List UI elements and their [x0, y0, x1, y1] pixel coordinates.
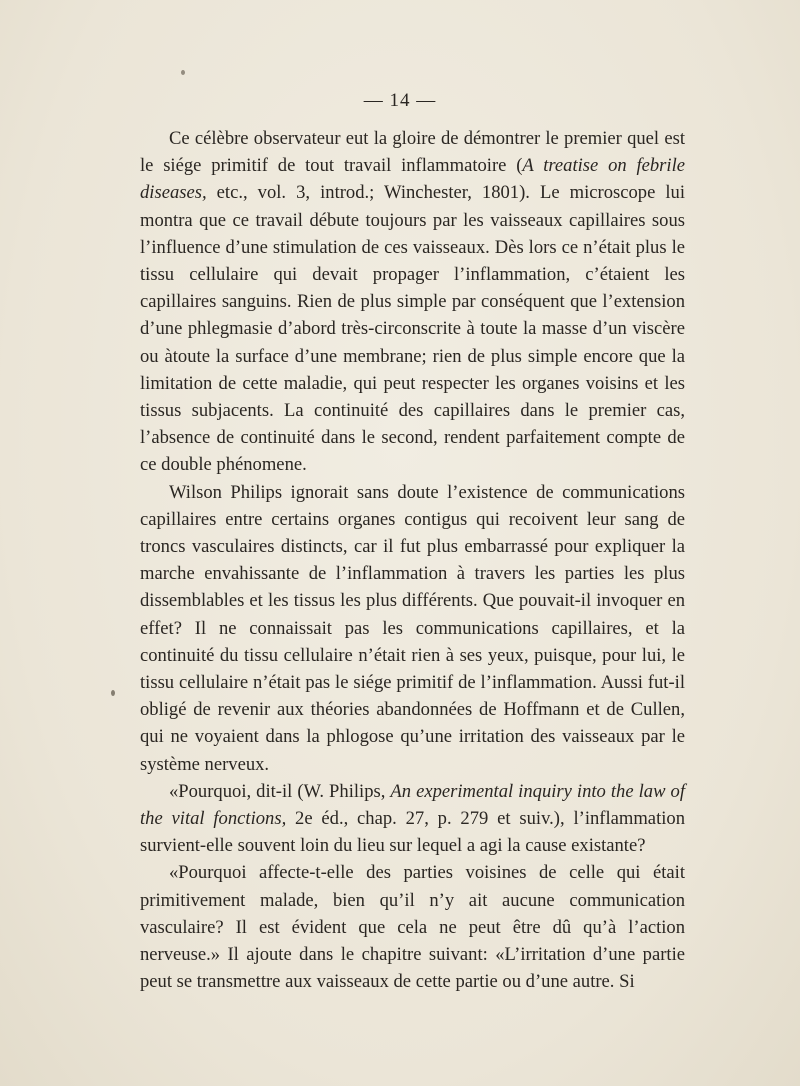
paragraph-3-text-cont: 2e éd., chap. 27, p. 279 et suiv.), l’inflammation survient-elle souvent loin du lieu sur lequel a agi la cause existante?	[140, 808, 685, 857]
paragraph-1-text: Ce célèbre observateur eut la gloire de démontrer le premier quel est le siége primitif de tout travail inflammatoire (	[140, 128, 685, 177]
paragraph-2	[140, 479, 685, 778]
paragraph-4	[140, 859, 685, 995]
paragraph-1-italic-title: A treatise on febrile diseases,	[140, 155, 685, 204]
paragraph-4-text: «Pourquoi affecte-t-elle des parties voisines de celle qui était primitivement malade, bien qu’il n’y ait aucune communication vasculaire? Il est évident que cela ne peut être dû qu’à l’action nerveuse.» Il ajoute dans le chapitre suivant: «L’irritation d’une partie peut se transmettre aux vaisseaux de cette partie ou d’une autre. Si	[140, 862, 685, 993]
paragraph-3-italic-title: An experimental inquiry into the law of the vital fonctions,	[140, 780, 685, 830]
paragraph-2-text: Wilson Philips ignorait sans doute l’existence de communications capillaires entre certains organes contigus qui recoivent leur sang de troncs vasculaires distincts, car il fut plus embarrassé pour expliquer la marche envahissante de l’inflammation à travers les parties les plus dissemblables et les tissus les plus différents. Que pouvait-il invoquer en effet? Il ne connaissait pas les communications capillaires, et la continuité du tissu cellulaire n’était rien à ses yeux, puisque, pour lui, le tissu cellulaire n’était pas le siége primitif de l’inflammation. Aussi fut-il obligé de revenir aux théories abandonnées de Hoffmann et de Cullen, qui ne voyaient dans la phlogose qu’une irritation des vaisseaux par le système nerveux.	[140, 481, 685, 775]
paper-speck	[111, 690, 115, 696]
page-number: — 14 —	[363, 90, 437, 111]
body-text	[140, 125, 685, 996]
paragraph-3	[140, 778, 685, 860]
paper-speck	[181, 70, 185, 75]
paragraph-1	[140, 125, 685, 479]
paragraph-1-text-cont: etc., vol. 3, introd.; Winchester, 1801). Le microscope lui montra que ce travail débute toujours par les vaisseaux capillaires sous l’influence d’une stimulation de ces vaisseaux. Dès lors ce n’était plus le tissu cellulaire qui devait propager l’inflammation, c’étaient les capillaires sanguins. Rien de plus simple par conséquent que l’extension d’une phlegmasie d’abord très-circonscrite à toute la masse d’un viscère ou àtoute la surface d’une membrane; rien de plus simple encore que la limitation de cette maladie, qui peut respecter les organes voisins et les tissus subjacents. La continuité des capillaires dans le premier cas, l’absence de continuité dans le second, rendent parfaitement compte de ce double phénomene.	[140, 182, 685, 476]
paragraph-3-text: «Pourquoi, dit-il (W. Philips,	[169, 780, 391, 802]
